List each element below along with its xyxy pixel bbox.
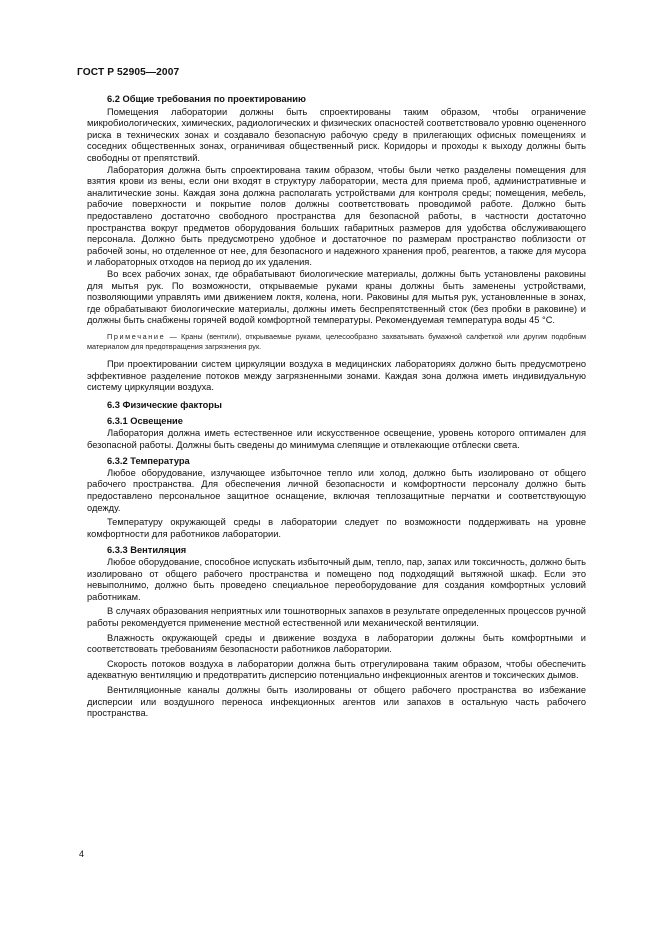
paragraph: Любое оборудование, излучающее избыточное тепло или холод, должно быть изолировано от общего рабочего пространства. Для обеспечения личной безопасности и комфортности персоналу должно быть предоставлено персональное защитное оснащение, включая теплозащитные перчатки и соответствующую одежду. bbox=[87, 467, 586, 513]
paragraph: Лаборатория должна иметь естественное или искусственное освещение, уровень которого оптимален для безопасной работы. Должны быть сведены до минимума слепящие и отвлекающие отблески света. bbox=[87, 428, 586, 450]
paragraph: Любое оборудование, способное испускать избыточный дым, тепло, пар, запах или токсичность, должно быть изолировано от общего рабочего пространства и помещено под подходящий вытяжной шкаф. Если это невыполнимо, должно быть проведено специальное переоборудование для создания комфортных условий работникам. bbox=[87, 556, 586, 602]
subsection-6-3-1-heading: 6.3.1 Освещение bbox=[107, 416, 183, 427]
paragraph: В случаях образования неприятных или тошнотворных запахов в результате определенных процессов ручной работы рекомендуется применение местной естественной или механической вентиляции. bbox=[87, 606, 586, 628]
note-label: Примечание bbox=[107, 331, 166, 341]
paragraph: Помещения лаборатории должны быть спроектированы таким образом, чтобы ограничение микробиологических, химических, радиологических и физических опасностей соответствовало уровню оцененного риска в технических зонах и создавало безопасную рабочую среду в прилегающих офисных помещениях и соседних общественных зонах, ограничивая общественный риск. Коридоры и проходы к выходу должны быть свободны от препятствий. bbox=[87, 106, 586, 163]
paragraph: Вентиляционные каналы должны быть изолированы от общего рабочего пространства во избежание дисперсии или воздушного переноса инфекционных агентов или запахов в остальную часть рабочего пространства. bbox=[87, 684, 586, 719]
document-body bbox=[87, 94, 586, 720]
page-number: 4 bbox=[79, 849, 85, 859]
section-6-3-heading: 6.3 Физические факторы bbox=[107, 399, 222, 410]
paragraph: При проектировании систем циркуляции воздуха в медицинских лабораториях должно быть предусмотрено эффективное разделение потоков между загрязненными зонами. Каждая зона должна иметь индивидуальную систему циркуляции воздуха. bbox=[87, 359, 586, 393]
standard-header: ГОСТ Р 52905—2007 bbox=[77, 67, 180, 78]
paragraph: Влажность окружающей среды и движение воздуха в лаборатории должны быть комфортными и соответствовать требованиям безопасности работников лаборатории. bbox=[87, 632, 586, 655]
note-text: — Краны (вентили), открываемые руками, целесообразно захватывать бумажной салфеткой или другим подобным материалом для предотвращения загрязнения рук. bbox=[87, 331, 586, 352]
section-6-2-heading: 6.2 Общие требования по проектированию bbox=[107, 94, 306, 104]
subsection-6-3-3-heading: 6.3.3 Вентиляция bbox=[107, 545, 187, 556]
paragraph: Скорость потоков воздуха в лаборатории должна быть отрегулирована таким образом, чтобы обеспечить адекватную вентиляцию и предотвратить дисперсию потенциально инфекционных агентов и токсических дымов. bbox=[87, 658, 586, 681]
subsection-6-3-2-heading: 6.3.2 Температура bbox=[107, 456, 190, 467]
paragraph: Во всех рабочих зонах, где обрабатывают биологические материалы, должны быть установлены раковины для мытья рук. По возможности, открываемые руками краны должны быть заменены устройствами, позволяющими управлять ими движением локтя, колена, ноги. Раковины для мытья рук, установленные в зонах, где обрабатывают биологические материалы, должны иметь беспрепятственный сток (без пробки в раковине) и должны быть снабжены горячей водой комфортной температуры. Рекомендуемая температура воды 45 °С. bbox=[87, 268, 586, 326]
note bbox=[87, 332, 586, 353]
paragraph: Лаборатория должна быть спроектирована таким образом, чтобы были четко разделены помещения для взятия крови из вены, если они входят в структуру лаборатории, места для приема проб, административные и аналитические зоны. Каждая зона должна располагать устройствами для контроля среды; помещения, мебель, рабочие поверхности и покрытие полов должны соответствовать проводимой работе. Должно быть предоставлено достаточно свободного пространства для безопасной работы, в частности достаточно пространства вокруг предметов оборудования больших габаритных размеров для удобства обслуживающего персонала. Должно быть предусмотрено удобное и достаточное по размерам пространство поблизости от рабочей зоны, но отделенное от нее, для безопасного и надежного хранения проб, реагентов, а также для мусора и лабораторных отходов на период до их удаления. bbox=[87, 164, 586, 268]
paragraph: Температуру окружающей среды в лаборатории следует по возможности поддерживать на уровне комфортности для работников лаборатории. bbox=[87, 517, 586, 539]
